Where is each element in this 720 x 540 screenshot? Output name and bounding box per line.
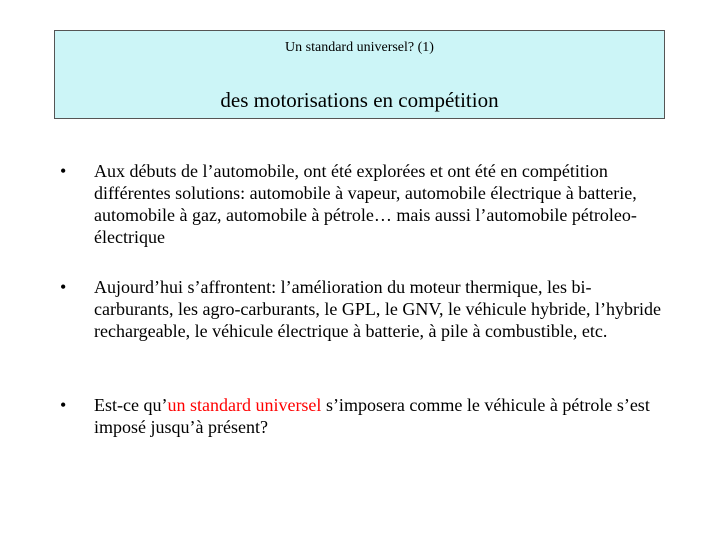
bullet-text: Aujourd’hui s’affrontent: l’amélioration du moteur thermique, les bi-carburants, les agro-carburants, le GPL, le GNV, le véhicule hybride, l’hybride rechargeable, le véhicule électrique à batterie, à pile à combustible, etc. (94, 277, 661, 341)
highlighted-phrase: un standard universel (167, 395, 322, 415)
bullet-dot-icon: • (60, 277, 67, 297)
bullet-dot-icon: • (60, 161, 67, 181)
bullet-text: Aux débuts de l’automobile, ont été explorées et ont été en compétition différentes solutions: automobile à vapeur, automobile électrique à batterie, automobile à gaz, automobile à pétrole… mais aussi l’automobile pétroleo-électrique (94, 161, 637, 247)
bullet-dot-icon: • (60, 395, 67, 415)
bullet-text (94, 394, 662, 438)
title-box (54, 30, 665, 119)
slide-supertitle: Un standard universel? (1) (285, 40, 434, 55)
bullet-text-before: Est-ce qu’ (94, 395, 168, 415)
bullet-text-after: s’imposera comme le véhicule à pétrole s’est imposé jusqu’à présent? (94, 395, 650, 437)
slide-title: des motorisations en compétition (220, 88, 499, 112)
